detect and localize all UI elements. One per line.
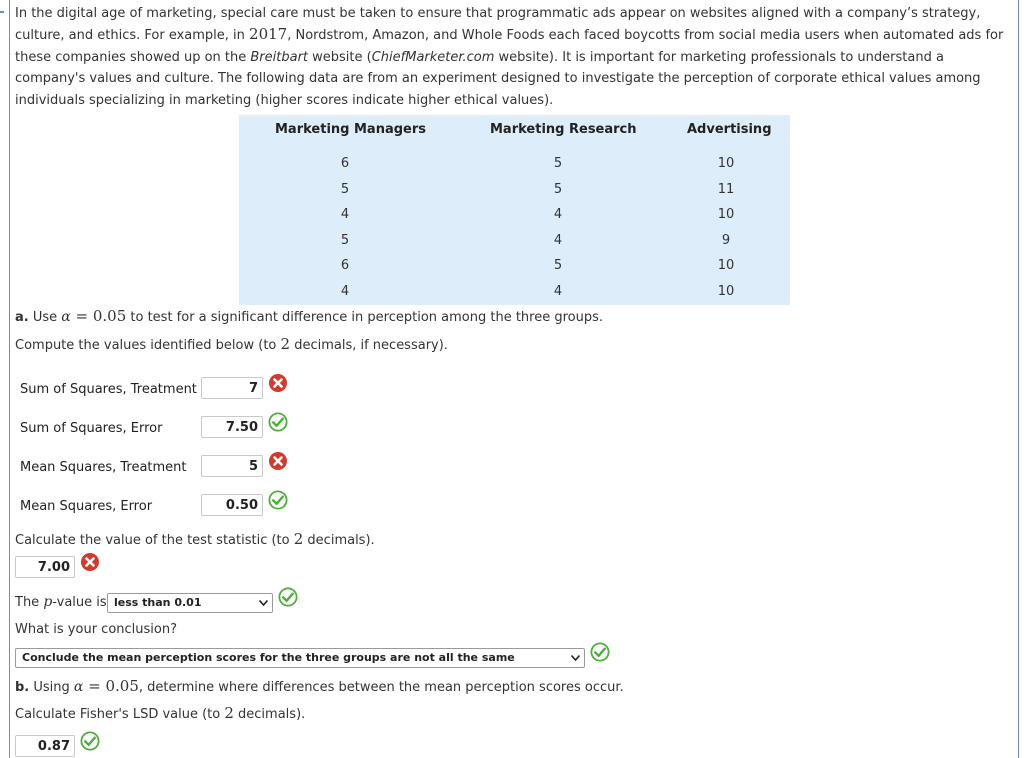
table-cell: 10	[717, 156, 735, 171]
table-cell: 11	[717, 182, 735, 197]
data-table	[239, 115, 790, 305]
table-cell: 5	[340, 182, 350, 197]
label-ss-error: Sum of Squares, Error	[20, 421, 163, 436]
incorrect-icon	[80, 552, 100, 572]
table-cell: 6	[340, 156, 350, 171]
intro-paragraph: In the digital age of marketing, special care must be taken to ensure that programmatic ads appear on websites aligned with a company’s strategy, culture, and ethics. For example, in 2017, Nordstrom, Amazon, and Whole Foods each faced boycotts from social media users when automated ads for these companies showed up on the Breitbart website (ChiefMarketer.com website). It is important for marketing professionals to understand a company's values and culture. The following data are from an experiment designed to investigate the perception of corporate ethical values among individuals specializing in marketing (higher scores indicate higher ethical values).	[15, 6, 1004, 108]
part-a-prompt: a. Use α = 0.05 to test for a significant difference in perception among the three groups.	[15, 307, 604, 325]
table-cell: 10	[717, 207, 735, 222]
table-cell: 4	[553, 233, 563, 248]
input-test-statistic[interactable]: 7.00	[15, 556, 75, 578]
conclusion-selected: Conclude the mean perception scores for the three groups are not all the same	[22, 651, 515, 664]
input-ms-error[interactable]: 0.50	[201, 494, 263, 516]
pvalue-select[interactable]	[107, 593, 273, 613]
lsd-prompt: Calculate Fisher's LSD value (to 2 decimals).	[15, 704, 306, 722]
correct-icon	[268, 412, 288, 432]
input-lsd-value[interactable]: 0.87	[15, 735, 75, 757]
test-statistic-prompt: Calculate the value of the test statistic (to 2 decimals).	[15, 530, 375, 548]
table-cell: 4	[553, 207, 563, 222]
table-cell: 5	[553, 258, 563, 273]
table-cell: 10	[717, 258, 735, 273]
part-b-prompt: b. Using α = 0.05, determine where differences between the mean perception scores occur.	[15, 677, 624, 695]
input-ss-treatment[interactable]: 7	[201, 377, 263, 399]
incorrect-icon	[268, 451, 288, 471]
input-ms-treatment[interactable]: 5	[201, 455, 263, 477]
conclusion-select[interactable]	[15, 648, 585, 668]
table-cell: 10	[717, 284, 735, 299]
table-cell: 6	[340, 258, 350, 273]
column-header-advertising: Advertising	[687, 122, 772, 137]
label-ss-treatment: Sum of Squares, Treatment	[20, 382, 197, 397]
label-ms-error: Mean Squares, Error	[20, 499, 153, 514]
pvalue-selected: less than 0.01	[114, 596, 202, 609]
correct-icon	[268, 490, 288, 510]
table-cell: 4	[340, 284, 350, 299]
correct-icon	[590, 642, 610, 662]
conclusion-prompt: What is your conclusion?	[15, 622, 177, 637]
table-cell: 4	[340, 207, 350, 222]
chevron-down-icon	[571, 655, 580, 661]
frame-marker	[0, 11, 4, 13]
label-ms-treatment: Mean Squares, Treatment	[20, 460, 187, 475]
table-cell: 5	[553, 156, 563, 171]
chevron-down-icon	[259, 600, 268, 606]
question-frame	[9, 0, 1019, 758]
correct-icon	[80, 731, 100, 751]
column-header-marketing-research: Marketing Research	[490, 122, 637, 137]
table-cell: 5	[553, 182, 563, 197]
pvalue-label: The p-value is	[15, 594, 107, 610]
input-ss-error[interactable]: 7.50	[201, 416, 263, 438]
table-cell: 5	[340, 233, 350, 248]
correct-icon	[278, 587, 298, 607]
table-cell: 4	[553, 284, 563, 299]
column-header-marketing-managers: Marketing Managers	[275, 122, 426, 137]
compute-instruction: Compute the values identified below (to 2 decimals, if necessary).	[15, 335, 448, 353]
table-cell: 9	[721, 233, 731, 248]
incorrect-icon	[268, 373, 288, 393]
